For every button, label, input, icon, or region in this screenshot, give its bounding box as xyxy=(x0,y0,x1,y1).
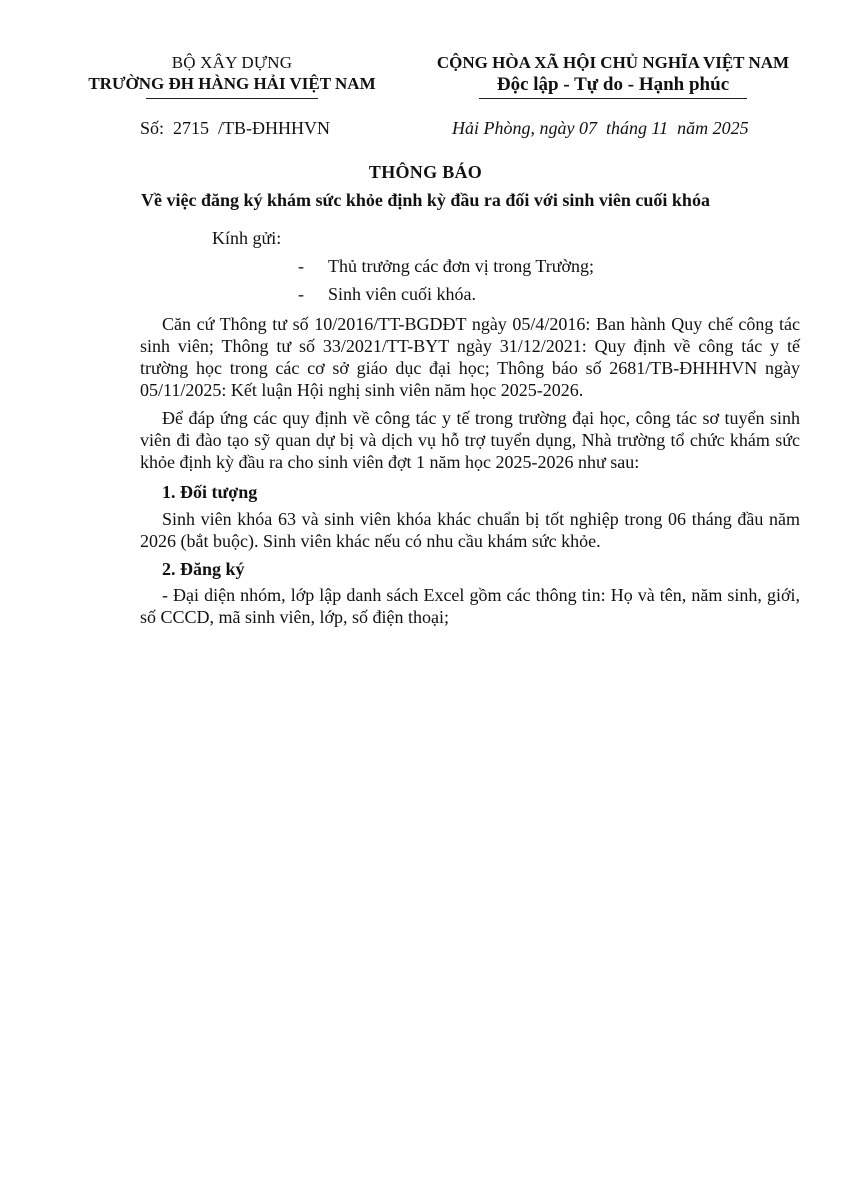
document-title: THÔNG BÁO xyxy=(368,162,483,182)
issuer-underline xyxy=(146,98,318,99)
ministry-name: BỘ XÂY DỰNG xyxy=(171,53,293,72)
list-dash: - xyxy=(298,256,304,276)
recipient-item xyxy=(298,256,594,277)
subjects-paragraph xyxy=(140,508,800,552)
national-motto: Độc lập - Tự do - Hạnh phúc xyxy=(496,74,730,95)
document-number: Số: 2715 /TB-ĐHHHVN xyxy=(140,118,331,138)
country-name: CỘNG HÒA XÃ HỘI CHỦ NGHĨA VIỆT NAM xyxy=(436,53,790,72)
paragraph-text: Sinh viên khóa 63 và sinh viên khóa khác chuẩn bị tốt nghiệp trong 06 tháng đầu năm 2026 (bắt buộc). Sinh viên khác nếu có nhu cầu khám sức khỏe. xyxy=(140,509,800,551)
recipient-text: Thủ trưởng các đơn vị trong Trường; xyxy=(328,256,595,276)
recipient-item xyxy=(298,284,476,305)
issuer-block xyxy=(62,52,402,99)
national-header xyxy=(418,52,808,99)
legal-basis-paragraph xyxy=(140,313,800,401)
paragraph-text: - Đại diện nhóm, lớp lập danh sách Excel gồm các thông tin: Họ và tên, năm sinh, giới, số CCCD, mã sinh viên, lớp, số điện thoại; xyxy=(140,585,800,627)
motto-underline xyxy=(479,98,747,99)
paragraph-text: Căn cứ Thông tư số 10/2016/TT-BGDĐT ngày 05/4/2016: Ban hành Quy chế công tác sinh viên; Thông tư số 33/2021/TT-BYT ngày 31/12/2021: Quy định về công tác y tế trường học trong các cơ sở giáo dục đại học; Thông báo số 2681/TB-ĐHHHVN ngày 05/11/2025: Kết luận Hội nghị sinh viên năm học 2025-2026. xyxy=(140,314,800,400)
section-heading-registration: 2. Đăng ký xyxy=(162,559,245,579)
list-dash: - xyxy=(298,284,304,304)
purpose-paragraph xyxy=(140,407,800,473)
greeting-label: Kính gửi: xyxy=(212,228,282,248)
recipient-text: Sinh viên cuối khóa. xyxy=(328,284,476,304)
section-heading-subjects: 1. Đối tượng xyxy=(162,482,258,502)
school-name: TRƯỜNG ĐH HÀNG HẢI VIỆT NAM xyxy=(88,74,376,93)
document-subtitle: Về việc đăng ký khám sức khỏe định kỳ đầu ra đối với sinh viên cuối khóa xyxy=(141,190,710,210)
paragraph-text: Để đáp ứng các quy định về công tác y tế trong trường đại học, công tác sơ tuyển sinh viên đi đào tạo sỹ quan dự bị và dịch vụ hỗ trợ tuyển dụng, Nhà trường tổ chức khám sức khỏe định kỳ đầu ra cho sinh viên đợt 1 năm học 2025-2026 như sau: xyxy=(140,408,800,472)
place-and-date: Hải Phòng, ngày 07 tháng 11 năm 2025 xyxy=(452,118,749,138)
registration-paragraph xyxy=(140,584,800,628)
